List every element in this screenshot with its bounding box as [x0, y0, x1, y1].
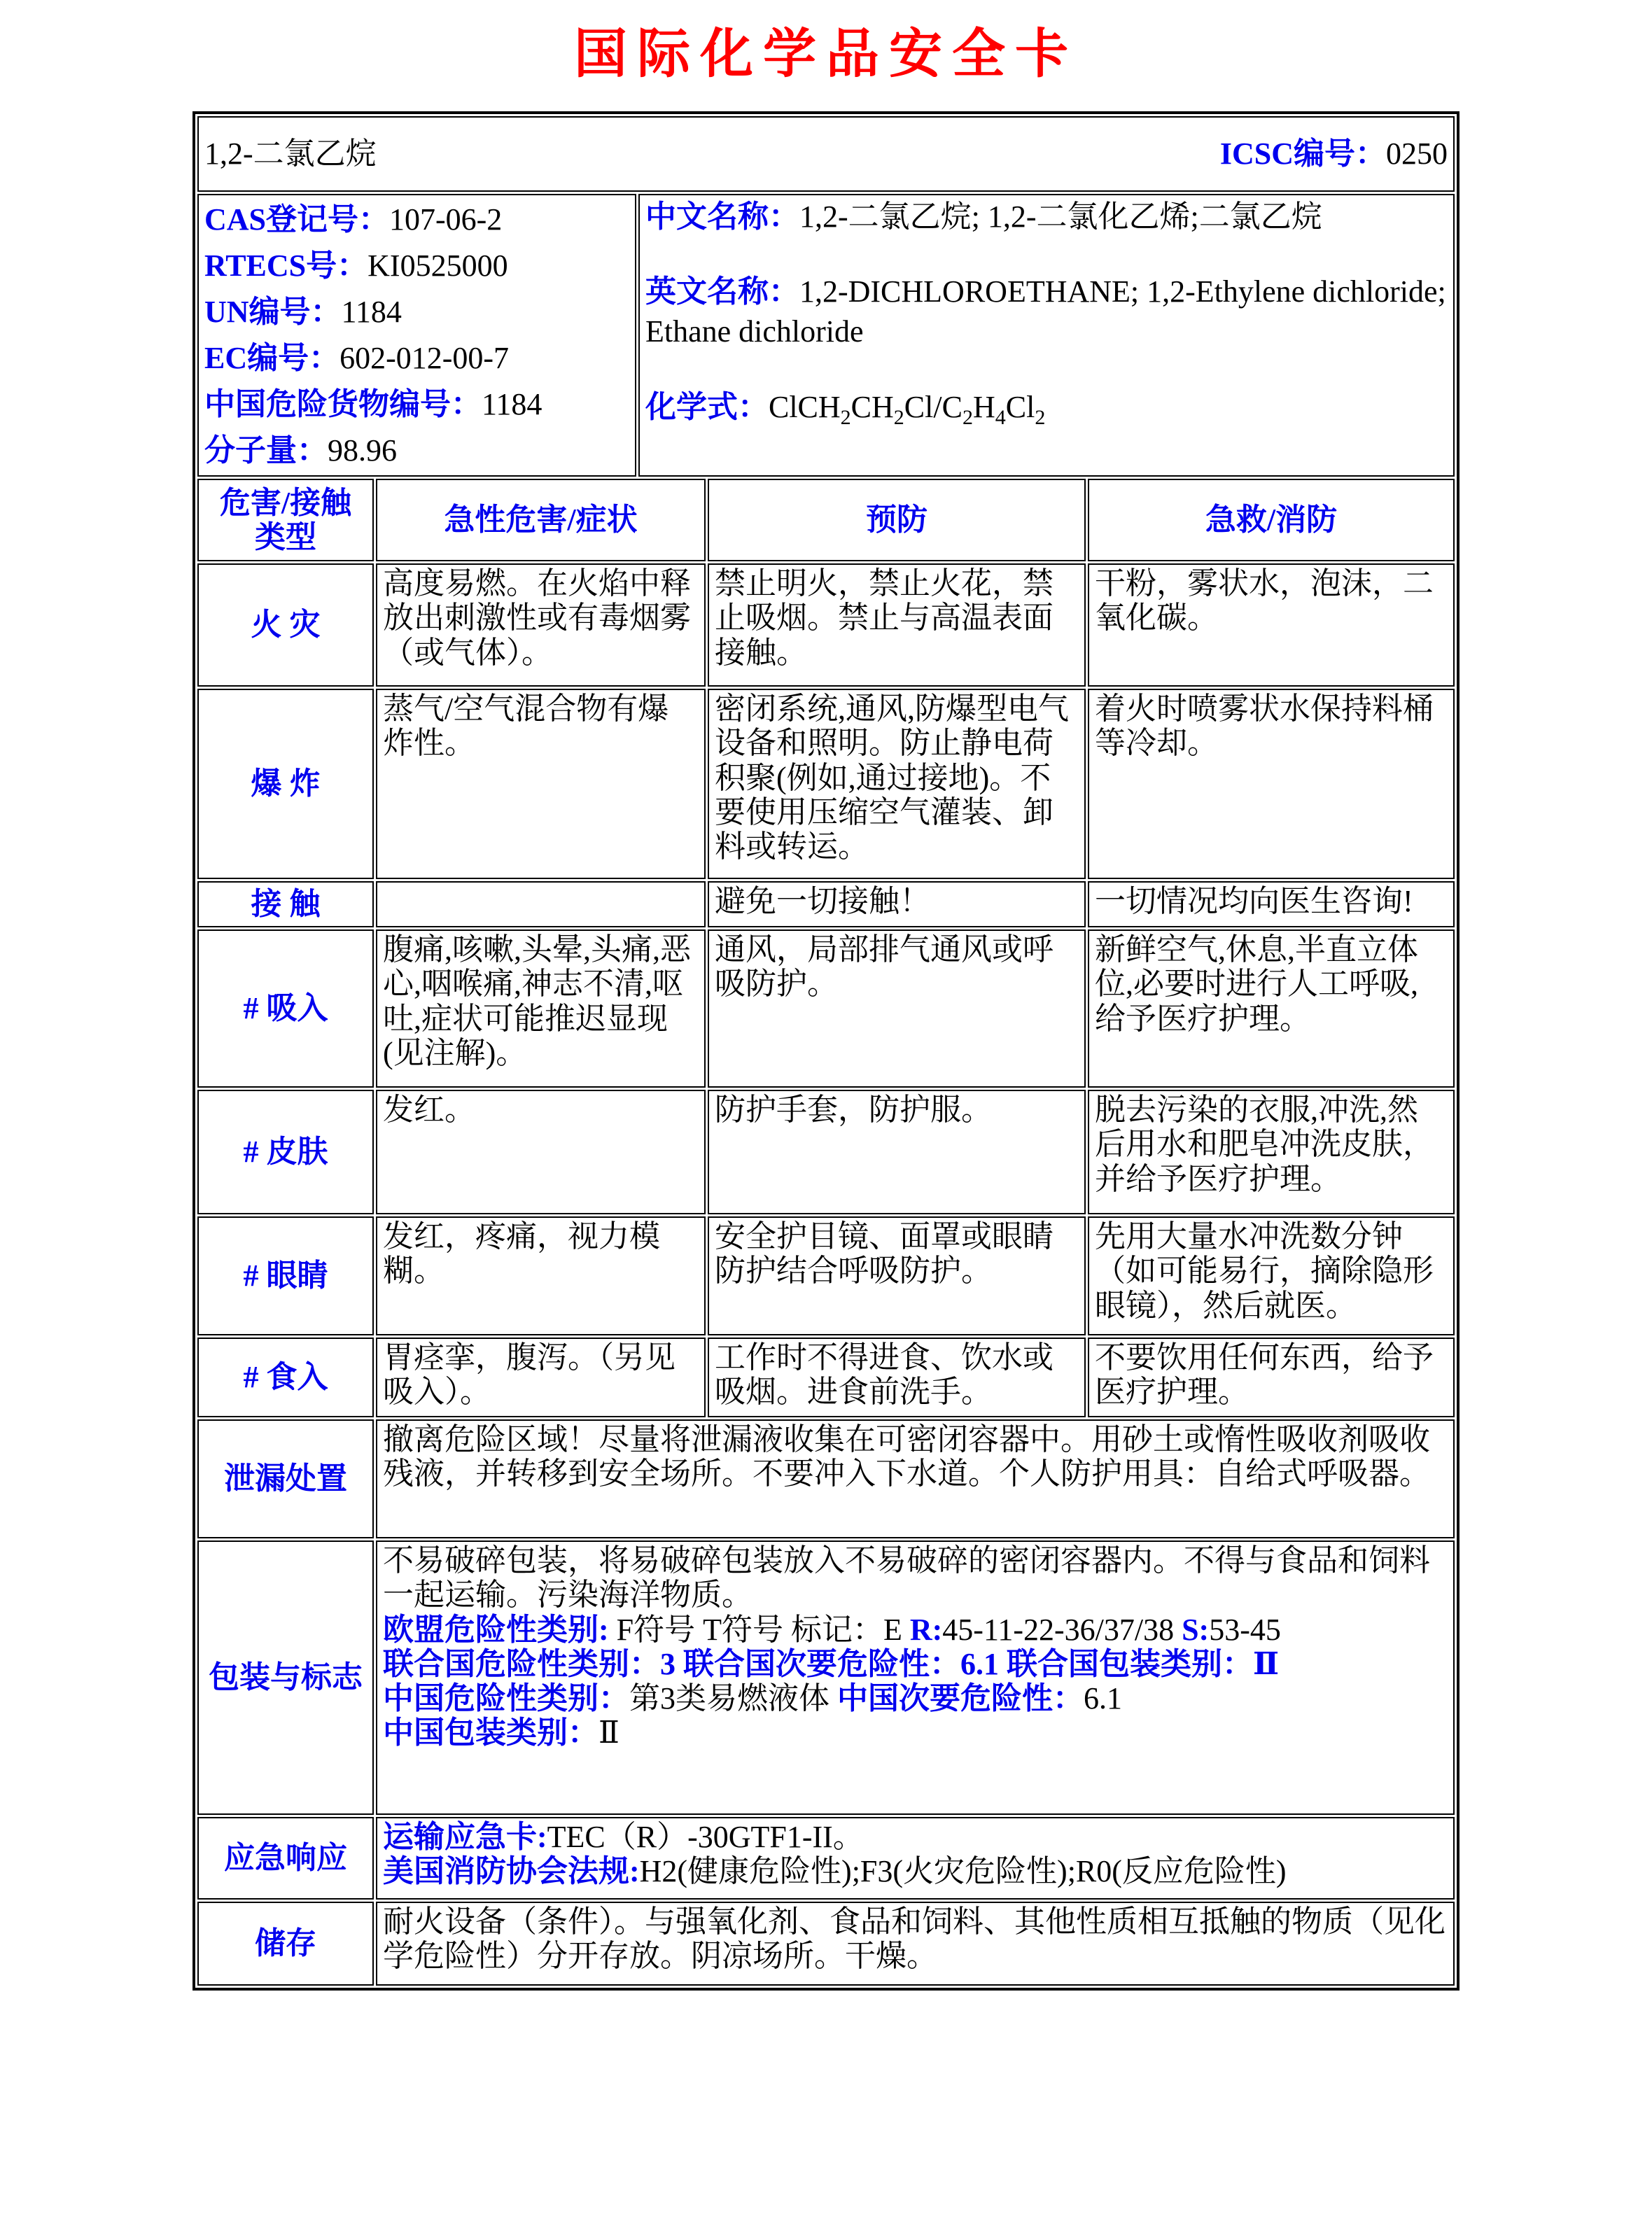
row-storage [197, 1902, 1455, 1986]
chemical-formula: $ClCH_2CH_2Cl/C_2H_4Cl_2$ [768, 389, 1046, 429]
contact-symptoms [376, 881, 706, 927]
emergency-text: 运输应急卡:TEC（R）-30GTF1-II。 美国消防协会法规:H2(健康危险性);F3(火灾危险性);R0(反应危险性) [376, 1817, 1455, 1900]
contact-label: 接 触 [197, 881, 374, 927]
skin-label: # 皮肤 [197, 1090, 374, 1214]
fire-firstaid: 干粉，雾状水，泡沫，二氧化碳。 [1088, 563, 1455, 687]
english-name-para: 英文名称：1,2-DICHLOROETHANE; 1,2-Ethylene dichloride; Ethane dichloride [645, 274, 1446, 349]
header-symptoms: 急性危害/症状 [376, 479, 706, 561]
ingestion-label: # 食入 [197, 1338, 374, 1417]
inhalation-prevention: 通风，局部排气通风或呼吸防护。 [708, 929, 1086, 1088]
emergency-label: 应急响应 [197, 1817, 374, 1900]
skin-prevention: 防护手套，防护服。 [708, 1090, 1086, 1214]
contact-firstaid: 一切情况均向医生咨询! [1088, 881, 1455, 927]
row-spill-disposal [197, 1419, 1455, 1538]
icsc-number-value: 0250 [1386, 136, 1448, 171]
fire-symptoms: 高度易燃。在火焰中释放出刺激性或有毒烟雾（或气体）。 [376, 563, 706, 687]
row-contact [197, 881, 1455, 927]
cas-number-line: CAS登记号：107-06-2 [204, 202, 503, 237]
row-ingestion [197, 1338, 1455, 1417]
spill-text: 撤离危险区域！尽量将泄漏液收集在可密闭容器中。用砂土或惰性吸收剂吸收残液，并转移到安全场所。不要冲入下水道。个人防护用具：自给式呼吸器。 [376, 1419, 1455, 1538]
ingestion-symptoms: 胃痉挛，腹泻。（另见吸入）。 [376, 1338, 706, 1417]
storage-label: 储存 [197, 1902, 374, 1986]
un-number-line: UN编号：1184 [204, 295, 402, 329]
row-fire [197, 563, 1455, 687]
explosion-label: 爆 炸 [197, 689, 374, 879]
packaging-text: 不易破碎包装，将易破碎包装放入不易破碎的密闭容器内。不得与食品和饲料一起运输。污染海洋物质。 欧盟危险性类别: F符号 T符号 标记：E R:45-11-22-36/37/38 S:53-45 联合国危险性类别：3 联合国次要危险性：6.1 联合国包装类别：Ⅱ 中国危险性类别：第3类易燃液体 中国次要危险性：6.1 中国包装类别：Ⅱ [376, 1540, 1455, 1815]
explosion-symptoms: 蒸气/空气混合物有爆炸性。 [376, 689, 706, 879]
header-hazard-type: 危害/接触类型 [197, 479, 374, 561]
header-firstaid: 急救/消防 [1088, 479, 1455, 561]
row-inhalation [197, 929, 1455, 1088]
names-cell [638, 194, 1455, 477]
chemical-formula-para: 化学式：$ClCH_2CH_2Cl/C_2H_4Cl_2$ [645, 389, 1046, 429]
eyes-symptoms: 发红，疼痛，视力模糊。 [376, 1216, 706, 1335]
identifiers-cell [197, 194, 636, 477]
icsc-card-table [192, 111, 1460, 1991]
ec-number-line: EC编号：602-012-00-7 [204, 341, 510, 375]
eyes-firstaid: 先用大量水冲洗数分钟（如可能易行，摘除隐形眼镜），然后就医。 [1088, 1216, 1455, 1335]
card-header-row [197, 116, 1455, 192]
chinese-name-para: 中文名称：1,2-二氯乙烷; 1,2-二氯化乙烯;二氯乙烷 [645, 199, 1322, 234]
row-skin [197, 1090, 1455, 1214]
skin-symptoms: 发红。 [376, 1090, 706, 1214]
hazard-header-row [197, 479, 1455, 561]
skin-firstaid: 脱去污染的衣服,冲洗,然后用水和肥皂冲洗皮肤，并给予医疗护理。 [1088, 1090, 1455, 1214]
packaging-label: 包装与标志 [197, 1540, 374, 1815]
row-emergency-response [197, 1817, 1455, 1900]
explosion-prevention: 密闭系统,通风,防爆型电气设备和照明。防止静电荷积聚(例如,通过接地)。不要使用压缩空气灌装、卸料或转运。 [708, 689, 1086, 879]
header-prevention: 预防 [708, 479, 1086, 561]
spill-label: 泄漏处置 [197, 1419, 374, 1538]
substance-name: 1,2-二氯乙烷 [204, 136, 377, 171]
inhalation-label: # 吸入 [197, 929, 374, 1088]
china-dg-number-line: 中国危险货物编号：1184 [204, 387, 542, 421]
identifiers-row [197, 194, 1455, 477]
fire-prevention: 禁止明火，禁止火花，禁止吸烟。禁止与高温表面接触。 [708, 563, 1086, 687]
icsc-number-label: ICSC编号： [1219, 136, 1387, 171]
storage-text: 耐火设备（条件）。与强氧化剂、食品和饲料、其他性质相互抵触的物质（见化学危险性）分开存放。阴凉场所。干燥。 [376, 1902, 1455, 1986]
eyes-label: # 眼睛 [197, 1216, 374, 1335]
row-explosion [197, 689, 1455, 879]
inhalation-firstaid: 新鲜空气,休息,半直立体位,必要时进行人工呼吸,给予医疗护理。 [1088, 929, 1455, 1088]
ingestion-firstaid: 不要饮用任何东西，给予医疗护理。 [1088, 1338, 1455, 1417]
card-header-cell [197, 116, 1455, 192]
molecular-weight-line: 分子量：98.96 [204, 433, 397, 468]
inhalation-symptoms: 腹痛,咳嗽,头晕,头痛,恶心,咽喉痛,神志不清,呕吐,症状可能推迟显现(见注解)。 [376, 929, 706, 1088]
eyes-prevention: 安全护目镜、面罩或眼睛防护结合呼吸防护。 [708, 1216, 1086, 1335]
row-eyes [197, 1216, 1455, 1335]
page-title: 国际化学品安全卡 [574, 25, 1078, 84]
ingestion-prevention: 工作时不得进食、饮水或吸烟。进食前洗手。 [708, 1338, 1086, 1417]
contact-prevention: 避免一切接触！ [708, 881, 1086, 927]
explosion-firstaid: 着火时喷雾状水保持料桶等冷却。 [1088, 689, 1455, 879]
row-packaging [197, 1540, 1455, 1815]
fire-label: 火 灾 [197, 563, 374, 687]
rtecs-number-line: RTECS号：KI0525000 [204, 248, 508, 283]
